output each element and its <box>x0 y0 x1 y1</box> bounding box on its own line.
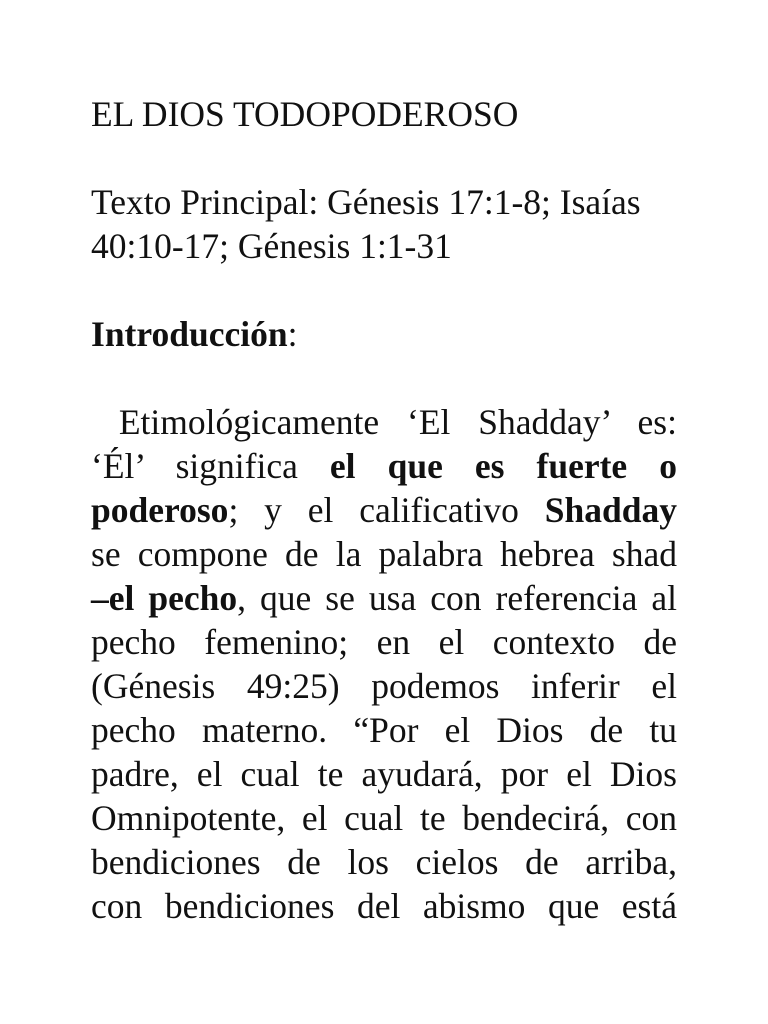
body-line-2-bold: el que es fuerte o <box>329 446 678 486</box>
body-line-5-text: , que se usa con referencia al <box>237 578 677 618</box>
body-line-3-text: ; y el calificativo <box>228 490 545 530</box>
texto-principal <box>91 180 677 268</box>
body-paragraph <box>91 400 677 928</box>
body-line-8: pecho materno. “Por el Dios de tu <box>91 710 677 750</box>
body-line-10: Omnipotente, el cual te bendecirá, con <box>91 798 677 838</box>
texto-principal-line-1: Texto Principal: Génesis 17:1-8; Isaías <box>91 182 641 222</box>
introduccion-heading <box>91 312 677 356</box>
introduccion-heading-text: Introducción <box>91 314 288 354</box>
body-line-3 <box>91 488 677 532</box>
body-line-3-bold-b: Shadday <box>544 490 677 530</box>
body-line-11: bendiciones de los cielos de arriba, <box>91 842 677 882</box>
body-line-5 <box>91 576 677 620</box>
body-line-12: con bendiciones del abismo que está <box>91 886 677 926</box>
body-line-9: padre, el cual te ayudará, por el Dios <box>91 754 677 794</box>
body-line-6: pecho femenino; en el contexto de <box>91 622 677 662</box>
body-line-2-text: ‘Él’ significa <box>91 446 330 486</box>
body-line-7: (Génesis 49:25) podemos inferir el <box>91 666 677 706</box>
body-line-1 <box>91 400 677 444</box>
body-line-3-bold-a: poderoso <box>91 490 229 530</box>
body-line-4: se compone de la palabra hebrea shad <box>91 534 677 574</box>
introduccion-colon: : <box>287 314 298 354</box>
body-line-5-bold: –el pecho <box>91 578 238 618</box>
document-title: EL DIOS TODOPODEROSO <box>91 94 519 134</box>
texto-principal-line-2: 40:10-17; Génesis 1:1-31 <box>91 226 452 266</box>
document-content <box>91 92 677 928</box>
body-line-1-text: Etimológicamente ‘El Shadday’ es: <box>118 402 677 442</box>
body-line-2 <box>91 444 677 488</box>
